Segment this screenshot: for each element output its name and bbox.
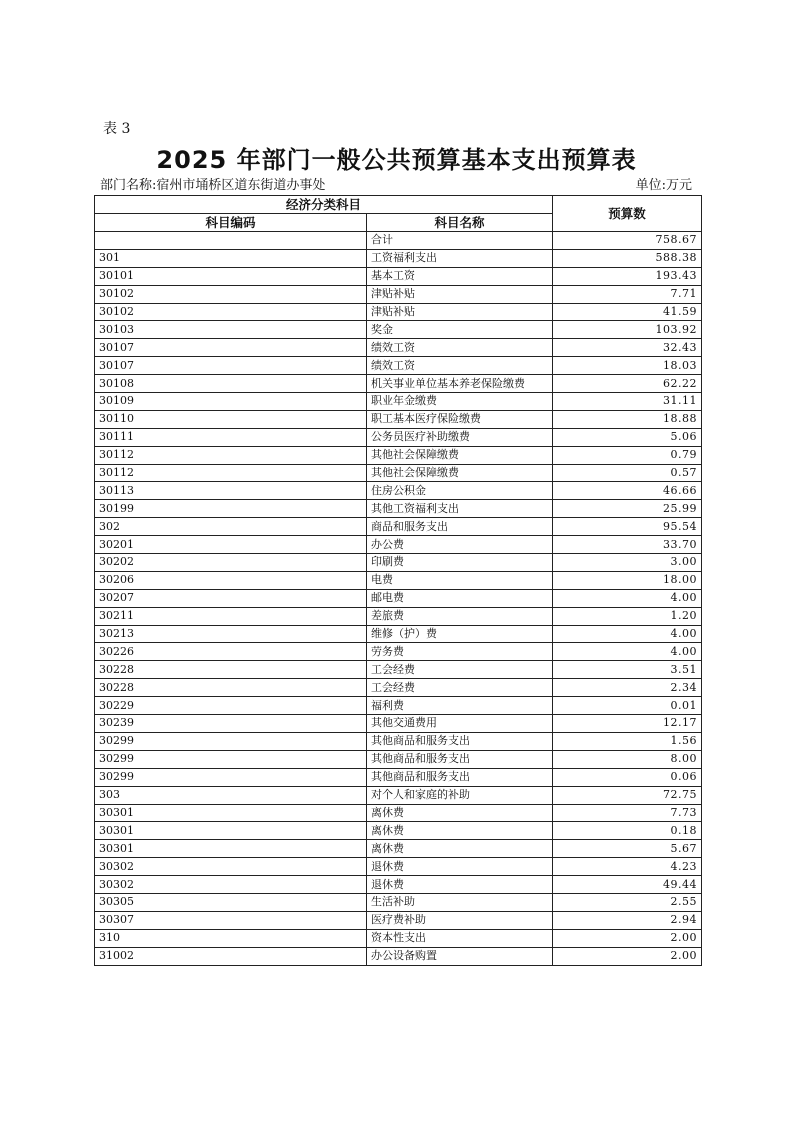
- cell-budget-amount: 1.56: [553, 732, 702, 750]
- cell-subject-name: 生活补助: [367, 893, 553, 911]
- cell-subject-code: 30226: [95, 643, 367, 661]
- department-name: 部门名称:宿州市埇桥区道东街道办事处: [100, 178, 326, 193]
- cell-subject-code: 30107: [95, 339, 367, 357]
- cell-budget-amount: 4.00: [553, 643, 702, 661]
- cell-subject-code: 30102: [95, 303, 367, 321]
- cell-subject-code: 30228: [95, 679, 367, 697]
- cell-subject-code: 30211: [95, 607, 367, 625]
- cell-subject-name: 办公费: [367, 536, 553, 554]
- cell-subject-code: 30229: [95, 697, 367, 715]
- table-row: [95, 911, 702, 929]
- cell-subject-code: 30301: [95, 822, 367, 840]
- table-row: [95, 464, 702, 482]
- cell-budget-amount: 0.79: [553, 446, 702, 464]
- table-row: [95, 285, 702, 303]
- table-row: [95, 589, 702, 607]
- cell-subject-code: 30111: [95, 428, 367, 446]
- cell-subject-code: 30108: [95, 375, 367, 393]
- cell-subject-code: 30107: [95, 357, 367, 375]
- cell-subject-code: 30302: [95, 858, 367, 876]
- cell-subject-name: 离休费: [367, 822, 553, 840]
- cell-subject-code: 30302: [95, 876, 367, 894]
- cell-budget-amount: 1.20: [553, 607, 702, 625]
- unit-label: 单位:万元: [635, 178, 692, 193]
- cell-subject-code: 310: [95, 929, 367, 947]
- cell-subject-name: 印刷费: [367, 554, 553, 572]
- table-row: [95, 929, 702, 947]
- cell-subject-code: 30307: [95, 911, 367, 929]
- table-row: [95, 947, 702, 965]
- cell-subject-name: 工会经费: [367, 661, 553, 679]
- cell-subject-code: 30206: [95, 571, 367, 589]
- cell-subject-name: 离休费: [367, 804, 553, 822]
- cell-budget-amount: 18.88: [553, 410, 702, 428]
- cell-budget-amount: 3.00: [553, 554, 702, 572]
- cell-subject-code: 30199: [95, 500, 367, 518]
- cell-subject-code: 30103: [95, 321, 367, 339]
- cell-subject-name: 其他商品和服务支出: [367, 768, 553, 786]
- cell-subject-name: 差旅费: [367, 607, 553, 625]
- table-row: [95, 768, 702, 786]
- table-row: [95, 893, 702, 911]
- cell-budget-amount: 0.06: [553, 768, 702, 786]
- table-row: [95, 267, 702, 285]
- cell-budget-amount: 2.55: [553, 893, 702, 911]
- cell-subject-name: 工资福利支出: [367, 249, 553, 267]
- cell-budget-amount: 588.38: [553, 249, 702, 267]
- cell-subject-code: 30301: [95, 804, 367, 822]
- cell-budget-amount: 8.00: [553, 750, 702, 768]
- cell-subject-name: 维修（护）费: [367, 625, 553, 643]
- table-row: [95, 697, 702, 715]
- cell-subject-code: [95, 232, 367, 250]
- cell-subject-name: 办公设备购置: [367, 947, 553, 965]
- cell-subject-code: 30299: [95, 768, 367, 786]
- table-row: [95, 822, 702, 840]
- cell-budget-amount: 5.06: [553, 428, 702, 446]
- cell-subject-code: 30299: [95, 750, 367, 768]
- table-row: [95, 625, 702, 643]
- table-row: [95, 607, 702, 625]
- cell-subject-code: 30110: [95, 410, 367, 428]
- table-row: [95, 571, 702, 589]
- cell-subject-code: 30305: [95, 893, 367, 911]
- cell-subject-name: 其他社会保障缴费: [367, 446, 553, 464]
- cell-subject-code: 30301: [95, 840, 367, 858]
- cell-subject-code: 301: [95, 249, 367, 267]
- table-row: [95, 679, 702, 697]
- cell-budget-amount: 758.67: [553, 232, 702, 250]
- cell-subject-name: 医疗费补助: [367, 911, 553, 929]
- cell-subject-name: 资本性支出: [367, 929, 553, 947]
- table-row: [95, 536, 702, 554]
- cell-budget-amount: 12.17: [553, 715, 702, 733]
- table-row: [95, 375, 702, 393]
- table-row: [95, 858, 702, 876]
- budget-table: [94, 195, 702, 966]
- cell-budget-amount: 5.67: [553, 840, 702, 858]
- cell-subject-code: 30102: [95, 285, 367, 303]
- cell-budget-amount: 25.99: [553, 500, 702, 518]
- cell-budget-amount: 72.75: [553, 786, 702, 804]
- table-row: [95, 715, 702, 733]
- cell-subject-code: 30213: [95, 625, 367, 643]
- cell-budget-amount: 0.01: [553, 697, 702, 715]
- cell-subject-code: 30239: [95, 715, 367, 733]
- cell-subject-code: 303: [95, 786, 367, 804]
- cell-budget-amount: 2.34: [553, 679, 702, 697]
- table-row: [95, 339, 702, 357]
- table-row: [95, 482, 702, 500]
- cell-budget-amount: 4.23: [553, 858, 702, 876]
- cell-budget-amount: 46.66: [553, 482, 702, 500]
- table-row: [95, 750, 702, 768]
- cell-budget-amount: 95.54: [553, 518, 702, 536]
- cell-subject-code: 30202: [95, 554, 367, 572]
- table-body: [95, 232, 702, 966]
- cell-subject-name: 机关事业单位基本养老保险缴费: [367, 375, 553, 393]
- header-subject-name: 科目名称: [367, 214, 553, 232]
- header-budget-amount: 预算数: [553, 196, 702, 232]
- table-row: [95, 321, 702, 339]
- cell-subject-name: 职业年金缴费: [367, 393, 553, 411]
- cell-budget-amount: 193.43: [553, 267, 702, 285]
- table-row: [95, 661, 702, 679]
- table-row: [95, 357, 702, 375]
- cell-subject-code: 30101: [95, 267, 367, 285]
- cell-budget-amount: 2.00: [553, 929, 702, 947]
- header-economic-classification: 经济分类科目: [95, 196, 553, 214]
- cell-budget-amount: 18.00: [553, 571, 702, 589]
- table-row: [95, 446, 702, 464]
- cell-subject-name: 福利费: [367, 697, 553, 715]
- cell-budget-amount: 7.71: [553, 285, 702, 303]
- cell-subject-code: 30112: [95, 446, 367, 464]
- cell-budget-amount: 0.57: [553, 464, 702, 482]
- cell-budget-amount: 41.59: [553, 303, 702, 321]
- cell-subject-name: 合计: [367, 232, 553, 250]
- table-row: [95, 410, 702, 428]
- cell-subject-name: 绩效工资: [367, 339, 553, 357]
- cell-subject-name: 津贴补贴: [367, 285, 553, 303]
- cell-subject-code: 30109: [95, 393, 367, 411]
- cell-subject-name: 邮电费: [367, 589, 553, 607]
- cell-budget-amount: 18.03: [553, 357, 702, 375]
- cell-subject-name: 其他商品和服务支出: [367, 750, 553, 768]
- cell-subject-name: 商品和服务支出: [367, 518, 553, 536]
- cell-budget-amount: 31.11: [553, 393, 702, 411]
- cell-subject-name: 职工基本医疗保险缴费: [367, 410, 553, 428]
- cell-subject-name: 退休费: [367, 876, 553, 894]
- cell-subject-name: 其他商品和服务支出: [367, 732, 553, 750]
- cell-subject-name: 奖金: [367, 321, 553, 339]
- cell-subject-code: 302: [95, 518, 367, 536]
- cell-budget-amount: 62.22: [553, 375, 702, 393]
- cell-budget-amount: 2.94: [553, 911, 702, 929]
- cell-budget-amount: 4.00: [553, 625, 702, 643]
- table-row: [95, 554, 702, 572]
- cell-subject-code: 30207: [95, 589, 367, 607]
- table-row: [95, 518, 702, 536]
- cell-subject-name: 工会经费: [367, 679, 553, 697]
- table-row: [95, 303, 702, 321]
- table-row: [95, 249, 702, 267]
- table-row: [95, 232, 702, 250]
- table-row: [95, 428, 702, 446]
- table-row: [95, 840, 702, 858]
- cell-subject-code: 31002: [95, 947, 367, 965]
- cell-budget-amount: 49.44: [553, 876, 702, 894]
- cell-budget-amount: 32.43: [553, 339, 702, 357]
- cell-subject-name: 其他工资福利支出: [367, 500, 553, 518]
- cell-subject-name: 电费: [367, 571, 553, 589]
- cell-subject-name: 基本工资: [367, 267, 553, 285]
- cell-subject-code: 30112: [95, 464, 367, 482]
- cell-budget-amount: 7.73: [553, 804, 702, 822]
- page-title: 2025 年部门一般公共预算基本支出预算表: [156, 146, 637, 174]
- cell-subject-name: 离休费: [367, 840, 553, 858]
- table-row: [95, 732, 702, 750]
- cell-budget-amount: 103.92: [553, 321, 702, 339]
- cell-subject-code: 30299: [95, 732, 367, 750]
- cell-budget-amount: 33.70: [553, 536, 702, 554]
- cell-subject-name: 其他社会保障缴费: [367, 464, 553, 482]
- cell-subject-name: 津贴补贴: [367, 303, 553, 321]
- cell-subject-name: 公务员医疗补助缴费: [367, 428, 553, 446]
- table-row: [95, 804, 702, 822]
- cell-subject-name: 对个人和家庭的补助: [367, 786, 553, 804]
- cell-subject-code: 30113: [95, 482, 367, 500]
- table-row: [95, 393, 702, 411]
- cell-budget-amount: 4.00: [553, 589, 702, 607]
- cell-subject-code: 30228: [95, 661, 367, 679]
- table-row: [95, 876, 702, 894]
- cell-subject-name: 退休费: [367, 858, 553, 876]
- cell-subject-name: 其他交通费用: [367, 715, 553, 733]
- cell-budget-amount: 0.18: [553, 822, 702, 840]
- table-row: [95, 500, 702, 518]
- cell-subject-name: 住房公积金: [367, 482, 553, 500]
- cell-subject-name: 劳务费: [367, 643, 553, 661]
- cell-subject-code: 30201: [95, 536, 367, 554]
- table-row: [95, 643, 702, 661]
- cell-budget-amount: 3.51: [553, 661, 702, 679]
- table-row: [95, 786, 702, 804]
- table-number-label: 表 3: [103, 121, 131, 137]
- cell-budget-amount: 2.00: [553, 947, 702, 965]
- header-subject-code: 科目编码: [95, 214, 367, 232]
- cell-subject-name: 绩效工资: [367, 357, 553, 375]
